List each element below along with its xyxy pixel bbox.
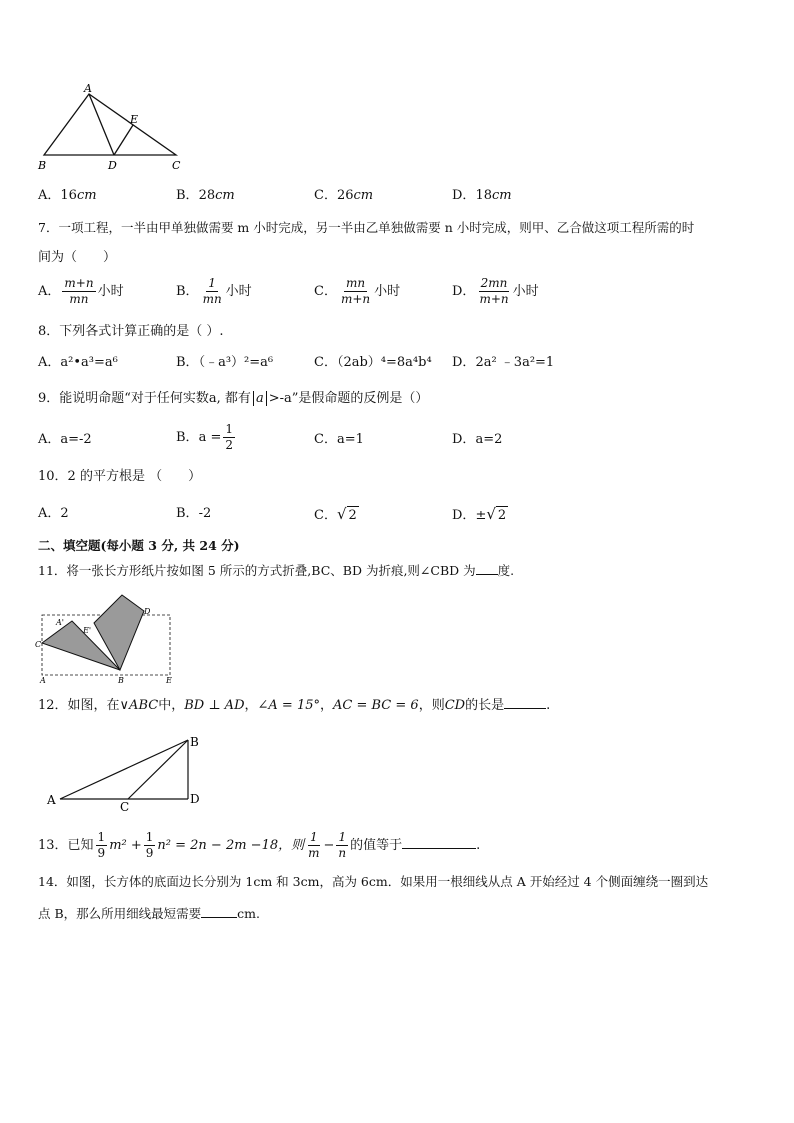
q9-option-d: D．a=2 <box>452 432 503 447</box>
fig12-label-b: B <box>190 735 199 749</box>
q8-option-d: D．2a² ﹣3a²=1 <box>452 355 555 370</box>
q10-option-b: B．-2 <box>176 506 212 521</box>
q6-option-c: C．26cm <box>314 188 374 203</box>
q10-option-a: A．2 <box>38 506 69 521</box>
q9-abs-value: a <box>253 391 267 406</box>
triangle-abc-figure <box>34 80 194 175</box>
fig11-label-a-prime: A' <box>56 618 64 627</box>
q8-option-a: A．a²•a³=a⁶ <box>38 355 118 370</box>
folded-rectangle-figure <box>34 593 184 685</box>
fig6-label-b: B <box>38 159 47 172</box>
q7-stem-line2: 间为（ ） <box>38 250 117 265</box>
q8-option-b: B．（﹣a³）²=a⁶ <box>176 355 274 370</box>
fig11-label-e-prime: E' <box>83 626 92 635</box>
q12-stem: 12．如图，在∨ABC中，BD ⊥ AD，∠A = 15°，AC = BC = 6，则CD的长是 . <box>38 698 551 713</box>
q7-option-d: D． $\frac{2mn}{m+n}$ 小时 <box>452 276 539 306</box>
fig6-label-e: E <box>130 113 139 126</box>
q14-stem-line2: 点 B，那么所用细线最短需要 cm. <box>38 906 260 921</box>
fig11-label-d: D <box>144 607 151 616</box>
q9-option-a: A．a=-2 <box>38 432 92 447</box>
q11-stem: 11．将一张长方形纸片按如图 5 所示的方式折叠,BC、BD 为折痕,则∠CBD 为 度. <box>38 563 515 578</box>
fig6-label-a: A <box>84 82 92 95</box>
fig12-label-d: D <box>190 792 200 806</box>
fig12-label-c: C <box>120 800 130 814</box>
q6-option-d: D．18cm <box>452 188 512 203</box>
fig11-label-c: C <box>35 640 42 649</box>
fig6-label-c: C <box>172 159 181 172</box>
q9-stem: 9．能说明命题“对于任何实数a, 都有 a >-a”是假命题的反例是（） <box>38 391 429 406</box>
q6-option-b: B．28cm <box>176 188 235 203</box>
q7-option-a: A． $\frac{m+n}{mn}$ 小时 <box>38 276 124 306</box>
q9-option-b: B．a = $\frac{1}{2}$ <box>176 422 233 452</box>
q7-stem-line1: 7．一项工程，一半由甲单独做需要 m 小时完成，另一半由乙单独做需要 n 小时完成，则甲、乙合做这项工程所需的时 <box>38 220 695 235</box>
fig11-label-b: B <box>118 676 124 685</box>
section-2-heading: 二、填空题(每小题 3 分, 共 24 分) <box>38 538 240 553</box>
q10-option-d: D．±√ 2 <box>452 505 507 523</box>
fig6-label-d: D <box>108 159 117 172</box>
q8-option-c: C．（2ab）⁴=8a⁴b⁴ <box>314 355 432 370</box>
q10-stem: 10．2 的平方根是 （ ） <box>38 469 202 484</box>
q14-stem-line1: 14．如图，长方体的底面边长分别为 1cm 和 3cm，高为 6cm．如果用一根细线从点 A 开始经过 4 个侧面缠绕一圈到达 <box>38 874 709 889</box>
fig12-label-a: A <box>47 793 56 807</box>
right-triangle-figure <box>42 730 212 815</box>
fig11-label-a: A <box>40 676 46 685</box>
q8-stem: 8．下列各式计算正确的是（ ）. <box>38 324 224 339</box>
q10-option-c: C．√ 2 <box>314 505 357 523</box>
q9-option-c: C．a=1 <box>314 432 364 447</box>
q6-option-a: A．16cm <box>38 188 97 203</box>
fig11-label-e: E <box>166 676 172 685</box>
q7-option-c: C． $\frac{mn}{m+n}$ 小时 <box>314 276 401 306</box>
q13-stem: 13．已知 $\frac{1}{9}$ m² + $\frac{1}{9}$ n² = 2n − 2m −18，则 $\frac{1}{m}$ − $\frac{1}{n}$ 的值等于 . <box>38 830 481 860</box>
q7-option-b: B． $\frac{1}{mn}$ 小时 <box>176 276 252 306</box>
